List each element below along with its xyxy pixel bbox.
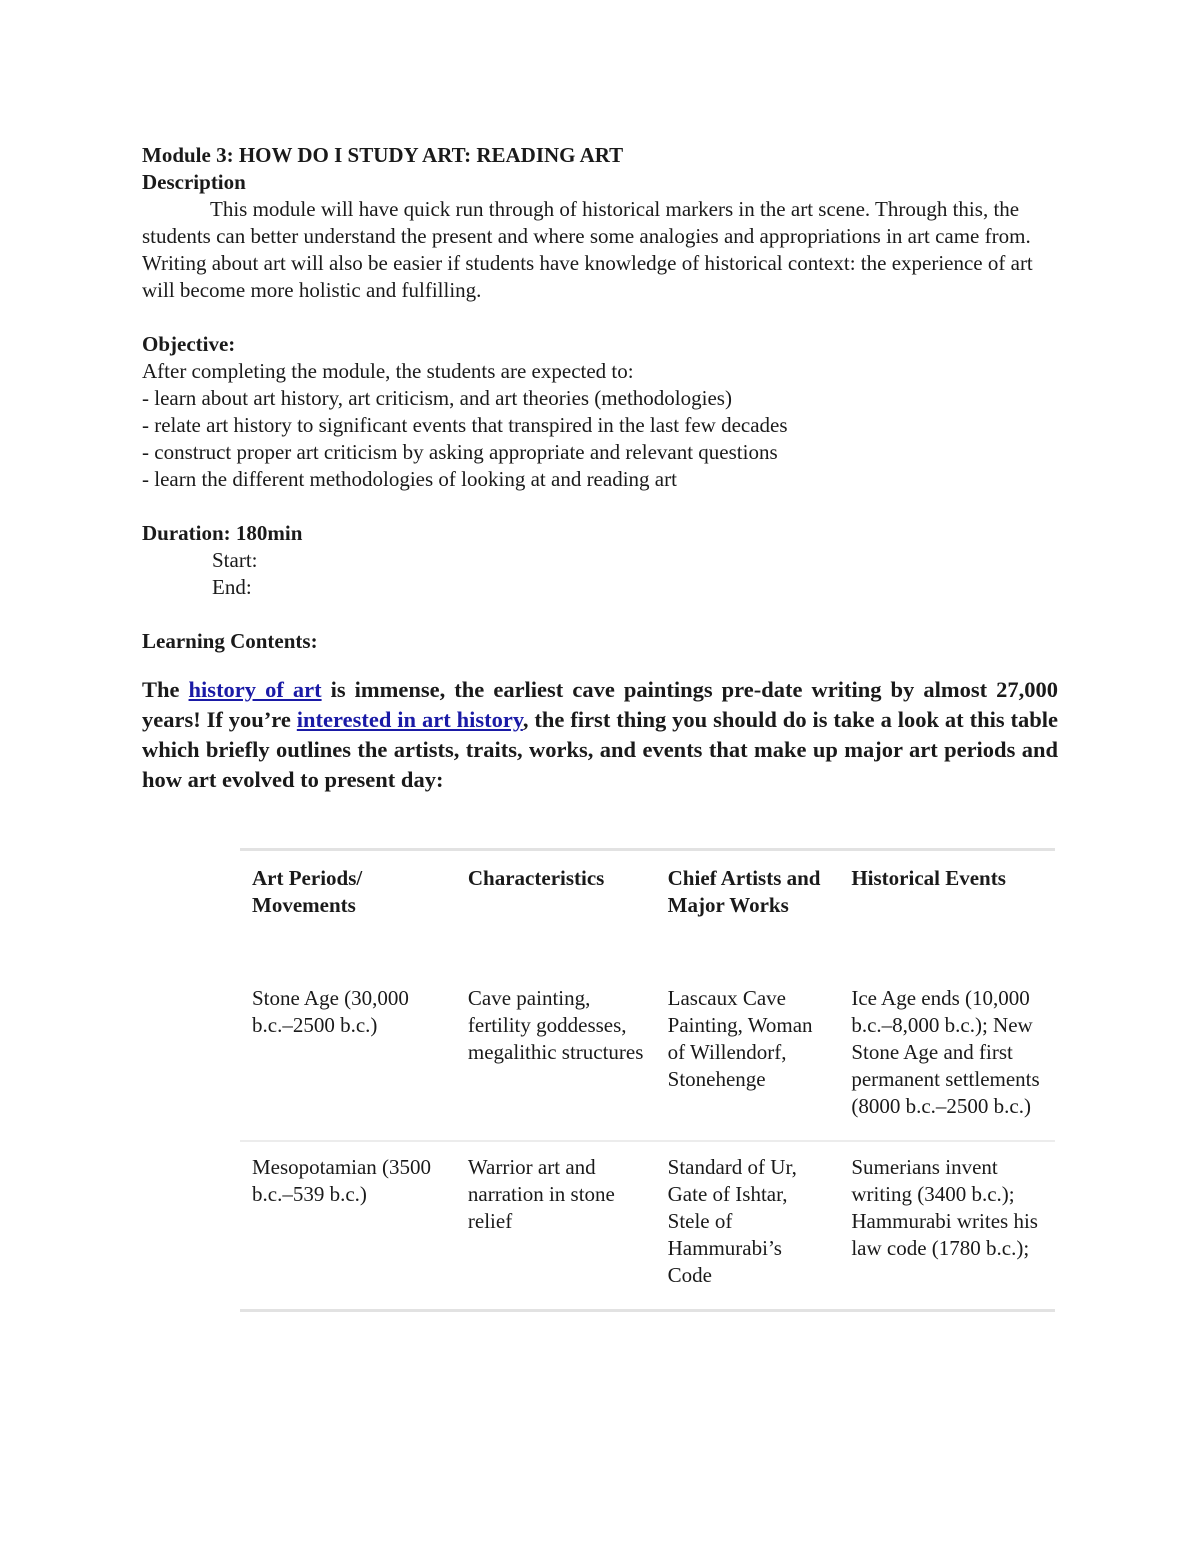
description-heading: Description [142,170,246,194]
document-page [142,142,1058,795]
history-of-art-link[interactable]: history of art [188,677,322,702]
table-cell: Cave painting, fertility goddesses, megalithic structures [456,973,656,1141]
objective-item: - learn the different methodologies of looking at and reading art [142,467,677,491]
duration-end: End: [212,575,252,599]
intro-paragraph [142,675,1058,795]
header-historical-events: Historical Events [839,850,1055,974]
table-row [240,973,1055,1141]
art-periods-table [240,848,1055,1312]
table-cell: Lascaux Cave Painting, Woman of Willendorf, Stonehenge [656,973,840,1141]
header-chief-artists: Chief Artists and Major Works [656,850,840,974]
intro-text: , the first thing you should do is take a look at this table which briefly outlines the artists, traits, works, and events that make up major art periods and how art evolved to present day: [142,707,1059,792]
objective-item: - construct proper art criticism by asking appropriate and relevant questions [142,440,778,464]
header-art-periods: Art Periods/ Movements [240,850,456,974]
intro-text: The [142,677,189,702]
module-title: Module 3: HOW DO I STUDY ART: READING ART [142,143,624,167]
table-cell: Mesopotamian (3500 b.c.–539 b.c.) [240,1141,456,1311]
table-cell: Standard of Ur, Gate of Ishtar, Stele of Hammurabi’s Code [656,1141,840,1311]
header-characteristics: Characteristics [456,850,656,974]
art-history-link[interactable]: interested in art history [296,707,523,732]
table-cell: Sumerians invent writing (3400 b.c.); Hammurabi writes his law code (1780 b.c.); [839,1141,1055,1311]
duration-start: Start: [212,548,258,572]
table-cell: Ice Age ends (10,000 b.c.–8,000 b.c.); New Stone Age and first permanent settlements (8000 b.c.–2500 b.c.) [839,973,1055,1141]
objective-item: - learn about art history, art criticism, and art theories (methodologies) [142,386,732,410]
objective-heading: Objective: [142,332,236,356]
table-cell: Warrior art and narration in stone relief [456,1141,656,1311]
table-row [240,1141,1055,1311]
description-text: This module will have quick run through of historical markers in the art scene. Through this, the students can better understand the present and where some analogies and appropriations in art came from. Writing about art will also be easier if students have knowledge of historical context: the experience of art will become more holistic and fulfilling. [142,197,1033,302]
learning-contents-heading: Learning Contents: [142,629,318,653]
objective-intro: After completing the module, the students are expected to: [142,359,634,383]
table-cell: Stone Age (30,000 b.c.–2500 b.c.) [240,973,456,1141]
intro-text: is immense, the earliest cave paintings pre-date writing by almost 27,000 years! If you’re [142,677,1058,732]
table-header-row [240,850,1055,974]
duration-heading: Duration: 180min [142,521,303,545]
objective-item: - relate art history to significant events that transpired in the last few decades [142,413,788,437]
